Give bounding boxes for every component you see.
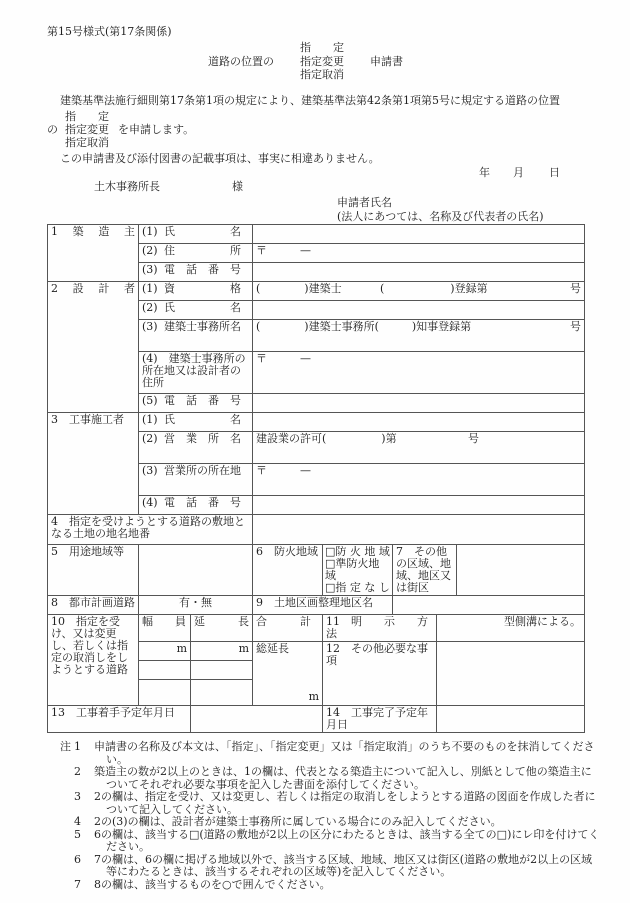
s2-row1-label [139,282,253,301]
date-year: 年 [479,166,490,179]
fire-zone-options [323,545,393,596]
title-prefix: 道路の位置の [208,55,274,68]
title-option-change: 指定変更 [300,55,344,68]
row-num: (4) [142,496,158,509]
body-line1: 建築基準法施行細則第17条第1項の規定により、建築基準法第42条第1項第5号に規定する道路の位置 [60,94,560,107]
date-month: 月 [513,166,524,179]
length-header: 延 長 [191,615,253,642]
design-office-field[interactable] [253,320,585,352]
s1-row2-label [139,244,253,263]
s3-row4-label [139,496,253,515]
builder-address-field[interactable]: 〒 — [253,244,585,263]
note-item [62,766,602,791]
use-district-field[interactable] [139,545,253,596]
contractor-office-field[interactable] [253,432,585,464]
note-number: 1 [74,740,81,753]
width-cell-1[interactable]: m [139,642,191,661]
section7-label: 7 その他の区域、地域、地区又は街区 [393,545,457,596]
section2-char3: 者 [123,282,135,295]
other-district-field[interactable] [457,545,585,596]
s2-row2-label [139,301,253,320]
section9-label: 9 土地区画整理地区名 [253,596,393,615]
land-readjustment-field[interactable] [393,596,585,615]
title-option-designate: 指 定 [300,41,344,54]
width-cell-3[interactable] [139,680,191,706]
note-number: 5 [74,827,81,841]
form-number: 第15号様式(第17条関係) [47,25,172,38]
row-label: 資 格 [164,282,241,295]
notes-prefix: 注 [60,740,71,753]
note-item [62,741,602,766]
designer-qualification-field[interactable] [253,282,585,301]
row-label: 住 所 [164,244,241,257]
builder-name-field[interactable] [253,225,585,244]
section6-label: 6 防火地域 [253,545,323,596]
note-item [62,854,602,879]
body-option-designate: 指 定 [65,110,109,123]
row-label: 営 業 所 名 [164,432,241,445]
design-office-address-field[interactable]: 〒 — [253,352,585,394]
office-registration: )知事登録第 [378,320,472,333]
construction-license: 建設業の許可( )第 [256,432,397,445]
section13-label: 13 工事着手予定年月日 [48,706,191,733]
row-num: (2) [142,432,158,445]
total-length-cell[interactable] [253,642,323,706]
note-text: 申請書の名称及び本文は、「指定」、「指定変更」又は「指定取消」のうち不要のものを抹消してください。 [94,740,595,766]
s2-row5-label [139,394,253,413]
note-item [62,829,602,854]
row-label: 営業所の所在地 [164,464,241,477]
section10-label: 10 指定を受け、又は変更し、若しくは指定の取消しをしようとする道路 [48,615,139,706]
start-date-field[interactable] [191,706,323,733]
contractor-address-field[interactable]: 〒 — [253,464,585,496]
note-text: 7の欄は、6の欄に掲げる地域以外で、該当する区域、地域、地区又は街区(道路の敷地が2以上の区域等にわたるときは、該当するそれぞれの区域等)を記入してください。 [94,852,593,878]
row-label: 建築士事務所名 [164,320,241,333]
body-option-cancel: 指定取消 [65,136,109,149]
note-number: 2 [74,765,81,778]
declaration: この申請書及び添付図書の記載事項は、事実に相違ありません。 [60,152,380,165]
notes-section [62,741,602,891]
body-option-change: 指定変更 [65,123,109,136]
note-item [62,791,602,816]
fire-zone-option-fire[interactable]: □防 火 地 域 [325,545,390,558]
contractor-name-field[interactable] [253,413,585,432]
designer-phone-field[interactable] [253,394,585,413]
s2-row4-label [139,352,253,394]
applicant-note: (法人にあつては、名称及び代表者の氏名) [337,210,544,223]
title-option-cancel: 指定取消 [300,68,344,81]
row-num: (3) [142,320,158,333]
marking-method-field[interactable]: 型側溝による。 [437,615,585,642]
section8-label: 8 都市計画道路 [48,596,139,615]
section2-char1: 設 [72,282,84,295]
note-number: 7 [74,877,81,891]
total-length-label: 総延長 [256,642,289,655]
section4-label: 4 指定を受けようとする道路の敷地となる土地の地名地番 [48,515,253,545]
note-item [62,816,602,829]
section11-label: 11 明 示 方 法 [323,615,437,642]
section2-num: 2 [51,282,58,295]
office-number-suffix: 号 [570,320,582,333]
length-cell-3[interactable] [191,680,253,706]
row-label: 氏 名 [164,225,241,238]
row-num: (2) [142,244,158,257]
section3-label: 3 工事施工者 [48,413,139,515]
section2-char2: 計 [98,282,110,295]
row-label: 氏 名 [164,301,241,314]
office-architect: ( )建築士事務所( [256,320,379,333]
addressee-honorific: 様 [232,180,243,193]
date-day: 日 [549,166,560,179]
note-number: 4 [74,815,81,828]
s1-row1-label [139,225,253,244]
total-length-unit: m [308,690,319,703]
row-num: (1) [142,413,158,426]
section5-label: 5 用途地域等 [48,545,139,596]
road-land-address-field[interactable] [253,515,585,545]
section1-char1: 築 [72,225,84,238]
s3-row2-label [139,432,253,464]
row-num: (4) [142,352,158,365]
row-num: (3) [142,464,158,477]
s3-row3-label [139,464,253,496]
s2-row3-label [139,320,253,352]
section12-label: 12 その他必要な事項 [323,642,437,706]
section1-num: 1 [51,225,58,238]
note-text: 2の欄は、指定を受け、又は変更し、若しくは指定の取消しをしようとする道路の図面を作成した者について記入してください。 [94,790,596,816]
note-text: 6の欄は、該当する□(道路の敷地が2以上の区分にわたるときは、該当する全ての□)にレ印を付けてください。 [94,827,600,853]
title-suffix: 申請書 [370,55,403,68]
fire-zone-option-none[interactable]: □指 定 な し [325,581,390,594]
s3-row1-label [139,413,253,432]
row-label: 電 話 番 号 [164,496,241,509]
row-num: (2) [142,301,158,314]
note-text: 2の(3)の欄は、設計者が建築士事務所に属している場合にのみ記入してください。 [94,815,502,828]
builder-phone-field[interactable] [253,263,585,282]
application-form-table [47,224,585,733]
addressee-office: 土木事務所長 [94,180,160,193]
fire-zone-option-semi[interactable]: □準防火地域 [325,557,380,582]
section2-label [48,282,139,413]
qualification-number-suffix: 号 [570,282,582,295]
contractor-phone-field[interactable] [253,496,585,515]
length-cell-2[interactable] [191,661,253,680]
row-label: 氏 名 [164,413,241,426]
qualification-registration: ( )登録第 [380,282,488,295]
note-number: 6 [74,852,81,866]
license-number-suffix: 号 [468,432,479,445]
length-cell-1[interactable]: m [191,642,253,661]
note-text: 8の欄は、該当するものを○で囲んでください。 [94,877,331,891]
row-num: (5) [142,394,158,407]
qualification-architect: ( )建築士 [256,282,342,295]
row-num: (3) [142,263,158,276]
note-text: 築造主の数が2以上のときは、1の欄は、代表となる築造主について記入し、別紙として他の築造主についてそれぞれ必要な事項を記入した書面を添付してください。 [94,765,592,791]
row-label: 電 話 番 号 [164,263,241,276]
other-items-field[interactable] [437,642,585,706]
s1-row3-label [139,263,253,282]
row-num: (1) [142,225,158,238]
total-header: 合 計 [253,615,323,642]
row-num: (1) [142,282,158,295]
body-suffix: を申請します。 [118,123,195,136]
designer-name-field[interactable] [253,301,585,320]
section1-char2: 造 [98,225,110,238]
note-number: 3 [74,790,81,803]
row-label: 電 話 番 号 [164,394,241,407]
width-cell-2[interactable] [139,661,191,680]
applicant-label: 申請者氏名 [337,196,392,209]
body-prefix: の [47,123,58,136]
section1-char3: 主 [123,225,135,238]
row-label: 建築士事務所の所在地又は設計者の住所 [142,352,246,389]
completion-date-field[interactable] [437,706,585,733]
city-planning-road-choice[interactable]: 有・無 [139,596,253,615]
section14-label: 14 工事完了予定年月日 [323,706,437,733]
section1-label [48,225,139,282]
note-item [62,879,602,892]
width-header: 幅 員 [139,615,191,642]
